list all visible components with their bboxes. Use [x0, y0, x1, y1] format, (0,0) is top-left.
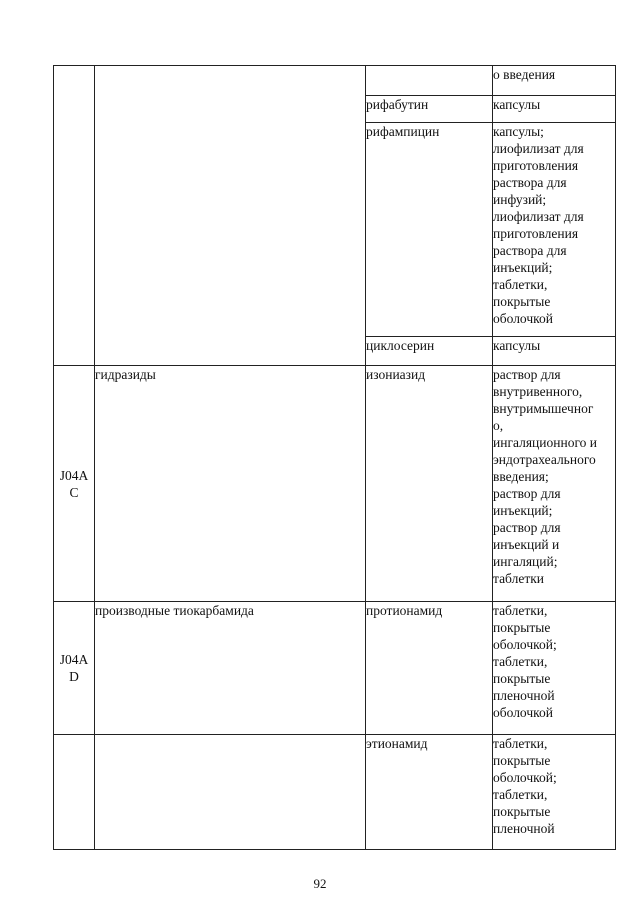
group-cell — [95, 735, 366, 850]
group-cell: производные тиокарбамида — [95, 602, 366, 735]
code-cell — [54, 735, 95, 850]
table-row — [54, 602, 616, 735]
table-row — [54, 366, 616, 602]
code-cell: J04A D — [54, 602, 95, 735]
drug-cell: рифампицин — [366, 123, 493, 337]
page-number: 92 — [313, 876, 327, 891]
table-row — [54, 735, 616, 850]
form-cell: капсулы — [493, 96, 616, 123]
form-cell: капсулы — [493, 337, 616, 366]
code-cell: J04A C — [54, 366, 95, 602]
drug-cell: рифабутин — [366, 96, 493, 123]
drug-cell: протионамид — [366, 602, 493, 735]
form-cell: таблетки, покрытые оболочкой; таблетки, покрытые пленочной оболочкой — [493, 602, 616, 735]
form-cell: раствор для внутривенного, внутримышечног о, ингаляционного и эндотрахеального введения; раствор для инъекций; раствор для инъекций и ингаляций; таблетки — [493, 366, 616, 602]
form-cell: капсулы; лиофилизат для приготовления раствора для инфузий; лиофилизат для приготовления раствора для инъекций; таблетки, покрытые оболочкой — [493, 123, 616, 337]
form-cell: таблетки, покрытые оболочкой; таблетки, покрытые пленочной — [493, 735, 616, 850]
form-cell: о введения — [493, 66, 616, 96]
table-row — [54, 66, 616, 96]
drug-cell: этионамид — [366, 735, 493, 850]
group-cell — [95, 66, 366, 366]
drug-cell: циклосерин — [366, 337, 493, 366]
drug-table — [53, 65, 616, 850]
drug-cell — [366, 66, 493, 96]
code-cell — [54, 66, 95, 366]
drug-cell: изониазид — [366, 366, 493, 602]
group-cell: гидразиды — [95, 366, 366, 602]
